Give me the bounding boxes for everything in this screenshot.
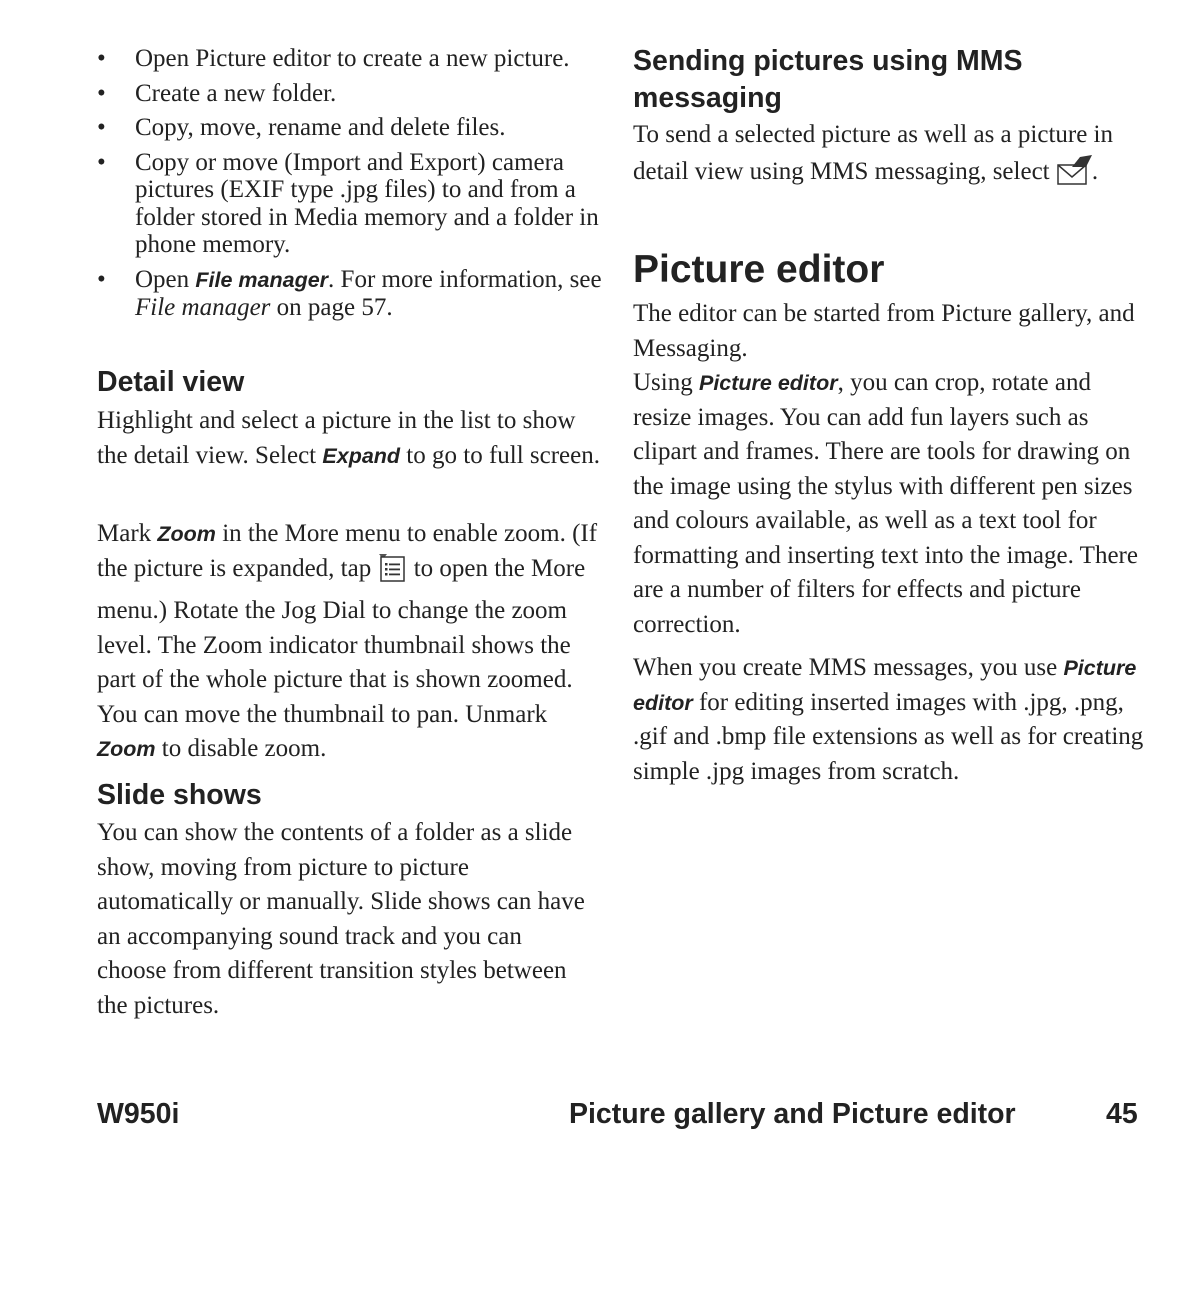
list-item: • Open File manager. For more information, see File manager on page 57. xyxy=(97,265,602,321)
picture-editor-keyword: Picture editor xyxy=(698,371,838,395)
detail-view-paragraph-1: Highlight and select a picture in the list to show the detail view. Select Expand to go to full screen. xyxy=(97,407,600,469)
footer-section-title: Picture gallery and Picture editor xyxy=(569,1098,1016,1130)
bullet-icon: • xyxy=(97,79,106,107)
list-item: • Open Picture editor to create a new picture. xyxy=(97,45,570,72)
mms-send-icon xyxy=(1056,153,1092,198)
picture-editor-paragraph-1: The editor can be started from Picture gallery, and Messaging. xyxy=(633,300,1135,362)
detail-view-heading: Detail view xyxy=(97,366,245,398)
mms-paragraph: To send a selected picture as well as a picture in detail view using MMS messaging, select . xyxy=(633,118,1148,197)
file-manager-keyword: File manager xyxy=(195,267,329,292)
expand-keyword: Expand xyxy=(322,443,401,468)
picture-editor-keyword: Picture editor xyxy=(633,656,1137,715)
detail-view-paragraph-2: Mark Zoom in the More menu to enable zoom. (If the picture is expanded, tap to open the More menu.) Rotate the Jog Dial to change the zoom level. The Zoom indicator thumbnail shows the part of the whole picture that is shown zoomed. You can move the thumbnail to pan. Unmark Zoom to disable zoom. xyxy=(97,520,598,762)
page-number: 45 xyxy=(1106,1098,1138,1130)
more-menu-icon xyxy=(377,552,407,595)
bullet-icon: • xyxy=(97,114,106,141)
slide-shows-heading: Slide shows xyxy=(97,779,262,811)
zoom-keyword: Zoom xyxy=(157,522,216,546)
footer-model: W950i xyxy=(97,1098,180,1130)
picture-editor-paragraph-3: When you create MMS messages, you use Picture editor for editing inserted images with .jpg, .png, .gif and .bmp file extensions as well as for creating simple .jpg images from scratch. xyxy=(633,654,1144,785)
zoom-keyword: Zoom xyxy=(97,737,156,761)
mms-heading: Sending pictures using MMS messaging xyxy=(633,45,1023,114)
slide-shows-paragraph: You can show the contents of a folder as a slide show, moving from picture to picture automatically or manually. Slide shows can have an accompanying sound track and you can choose from different transition styles between the pictures. xyxy=(97,819,585,1019)
feature-list xyxy=(97,45,607,329)
bullet-icon: • xyxy=(97,265,106,293)
picture-editor-paragraph-2: Using Picture editor, you can crop, rotate and resize images. You can add fun layers such as clipart and frames. There are tools for drawing on the image using the stylus with different pen sizes and colours available, as well as a text tool for formatting and inserting text into the image. There are a number of filters for effects and picture correction. xyxy=(633,369,1138,638)
file-manager-link[interactable]: File manager xyxy=(135,294,271,321)
list-item: • Copy, move, rename and delete files. xyxy=(97,114,506,141)
list-item: • Copy or move (Import and Export) camera pictures (EXIF type .jpg files) to and from a folder stored in Media memory and a folder in phone memory. xyxy=(97,148,599,258)
list-item: • Create a new folder. xyxy=(97,79,337,107)
picture-editor-heading: Picture editor xyxy=(633,248,885,291)
bullet-icon: • xyxy=(97,148,106,176)
bullet-icon: • xyxy=(97,45,106,72)
